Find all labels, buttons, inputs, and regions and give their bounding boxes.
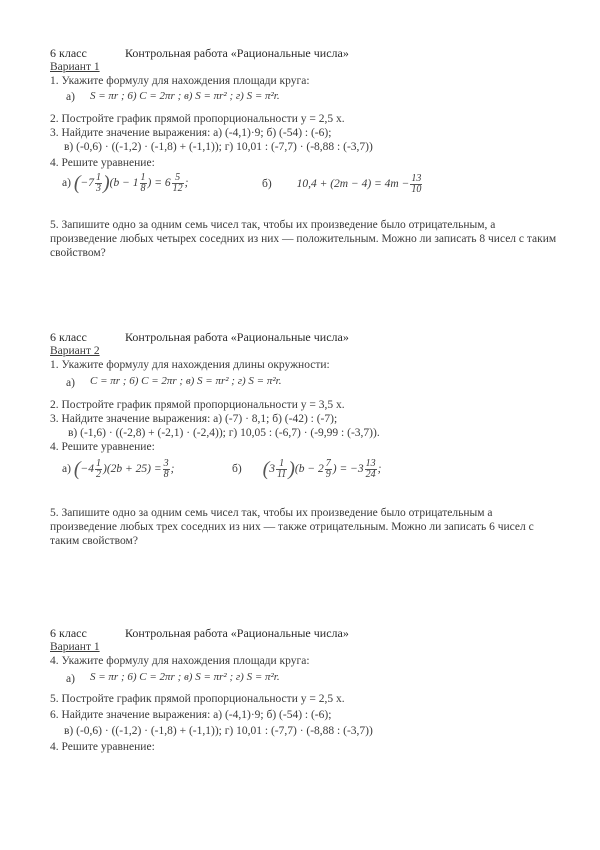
block1-q4b-frac: $\frac{13}{10}$ — [411, 173, 422, 195]
block2-header — [50, 330, 349, 344]
block1-q3b: в) (-0,6) · ((-1,2) · (-1,8) + (-1,1)); г) 10,01 : (-7,7) · (-8,88 : (-3,7)) — [64, 141, 373, 153]
block2-q4b-mid: (b − 2 — [294, 463, 324, 476]
block1-variant: Вариант 1 — [50, 61, 100, 73]
block2-q4b-frac3: $\frac{13}{24}$ — [365, 458, 376, 480]
block3-q3b: в) (-0,6) · ((-1,2) · (-1,8) + (-1,1)); г) 10,01 : (-7,7) · (-8,88 : (-3,7)) — [64, 725, 373, 737]
block3-q3: 6. Найдите значение выражения: а) (-4,1)·9; б) (-54) : (-6); — [50, 709, 332, 721]
block2-q4b-rest: ) = −3 — [332, 463, 364, 476]
block3-variant: Вариант 1 — [50, 641, 100, 653]
block3-q2: 5. Постройте график прямой пропорциональности y = 2,5 x. — [50, 693, 345, 705]
block1-q4a-frac2: $\frac{1}{8}$ — [140, 172, 146, 194]
block2-q4b-frac1: $\frac{1}{11}$ — [276, 458, 287, 480]
block2-q1-formula: C = πr ; 6) C = 2πr ; в) S = πr² ; г) S = π²r. — [90, 375, 282, 387]
block2-q3: 3. Найдите значение выражения: а) (-7) · 8,1; б) (-42) : (-7); — [50, 413, 338, 425]
block1-q4b-label: б) — [262, 178, 272, 191]
block2-q4b-int: 3 — [269, 463, 275, 476]
block1-q4b — [262, 174, 423, 195]
block1-q4a-int: −7 — [80, 177, 94, 190]
block1-q4a: а) (−7 $\frac{1}{3}$ )(b − 1 $\frac{1}{8}$ ) = 6 $\frac{5}{12}$ ; — [62, 172, 189, 194]
block2-q4: 4. Решите уравнение: — [50, 441, 155, 453]
block1-q4a-label: а) — [62, 177, 71, 190]
block2-q1: 1. Укажите формулу для нахождения длины окружности: — [50, 359, 330, 371]
block1-header — [50, 46, 349, 60]
block2-q4a-frac2: $\frac{3}{8}$ — [163, 458, 169, 480]
block2-q4a-int: −4 — [80, 463, 94, 476]
block2-q3b: в) (-1,6) · ((-2,8) + (-2,1) · (-2,4)); г) 10,05 : (-6,7) · (-9,99 : (-3,7)). — [68, 427, 380, 439]
block2-q4a-mid: )(2b + 25) = — [103, 463, 162, 476]
block1-q5: 5. Запишите одно за одним семь чисел так, чтобы их произведение было отрицательным, а произведение любых четырех соседних из них — положительным. Можно ли записать 8 чисел с таким свойством? — [50, 219, 557, 259]
block1-q4a-mid: (b − 1 — [109, 177, 139, 190]
block2-q4a-frac1: $\frac{1}{2}$ — [96, 458, 101, 480]
block2-variant: Вариант 2 — [50, 345, 100, 357]
block1-q2: 2. Постройте график прямой пропорциональности y = 2,5 x. — [50, 113, 345, 125]
block1-grade: 6 класс — [50, 46, 87, 60]
block2-q1-label: а) — [66, 377, 75, 389]
block3-title: Контрольная работа «Рациональные числа» — [125, 626, 349, 640]
block1-title: Контрольная работа «Рациональные числа» — [125, 46, 349, 60]
block3-q1-label: а) — [66, 673, 75, 685]
block2-grade: 6 класс — [50, 330, 87, 344]
block1-q4: 4. Решите уравнение: — [50, 157, 155, 169]
block2-q4a-label: а) — [62, 463, 71, 476]
block2-q4a: а) (−4 $\frac{1}{2}$ )(2b + 25) = $\frac{3}{8}$ ; — [62, 458, 175, 480]
block3-q1-formula: S = πr ; 6) C = 2πr ; в) S = πr² ; г) S = π²r. — [90, 671, 280, 683]
block1-q1-label: а) — [66, 91, 75, 103]
block2-q4b-frac2: $\frac{7}{9}$ — [325, 458, 331, 480]
block1-q4b-left: 10,4 + (2m − 4) = 4m − — [296, 178, 410, 191]
block3-q4: 4. Решите уравнение: — [50, 741, 155, 753]
block2-q4b-label: б) — [232, 463, 242, 476]
block2-title: Контрольная работа «Рациональные числа» — [125, 330, 349, 344]
block3-q1: 4. Укажите формулу для нахождения площади круга: — [50, 655, 310, 667]
block1-q4a-frac1: $\frac{1}{3}$ — [96, 172, 101, 194]
block1-q4a-rest: ) = 6 — [147, 177, 171, 190]
block2-q5: 5. Запишите одно за одним семь чисел так, чтобы их произведение было отрицательным а произведение любых трех соседних из них — также отрицательным. Можно ли записать 6 чисел с таким свойством? — [50, 507, 534, 547]
block3-header — [50, 626, 349, 640]
block3-grade: 6 класс — [50, 626, 87, 640]
block1-q4a-frac3: $\frac{5}{12}$ — [172, 172, 183, 194]
block1-q1-formula: S = πr ; 6) C = 2πr ; в) S = πr² ; г) S = π²r. — [90, 90, 280, 102]
block2-q4b: б) (3 $\frac{1}{11}$ )(b − 2 $\frac{7}{9}$ ) = −3 $\frac{13}{24}$ ; — [232, 458, 382, 480]
block1-q1: 1. Укажите формулу для нахождения площади круга: — [50, 75, 310, 87]
block2-q2: 2. Постройте график прямой пропорциональности y = 3,5 x. — [50, 399, 345, 411]
block1-q3: 3. Найдите значение выражения: а) (-4,1)·9; б) (-54) : (-6); — [50, 127, 332, 139]
